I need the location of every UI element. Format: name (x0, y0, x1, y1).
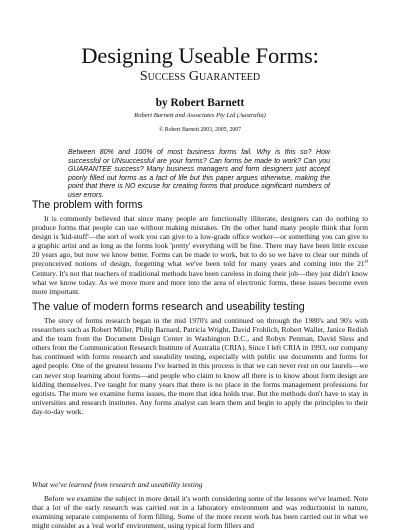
author-organization: Robert Barnett and Associates Pty Ltd (Australia) (134, 112, 266, 119)
paper-title: Designing Useable Forms: (81, 43, 319, 68)
abstract: Between 80% and 100% of most business forms fail. Why is this so? How successful or UNsuccessful are your forms? Can forms be made to work? Can you GUARANTEE success? Many business managers and form designers just accept poorly filled out forms as a fact of life but this paper argues otherwise, making the point that there is NO excuse for creating forms that produce significant numbers of user errors. (68, 149, 330, 199)
copyright-notice: © Robert Barnett 2003, 2005, 2007 (158, 127, 242, 133)
section-heading-problem: The problem with forms (32, 199, 143, 211)
paragraph-text-part-b: Century. It's not that teachers of traditional methods have been careless in doing their job—they just didn't know what we know today. As we move more and more into the area of electronic forms, these issues become even more important. (32, 268, 368, 296)
author-line: by Robert Barnett (155, 97, 245, 109)
subsection-heading: What we've learned from research and useability testing (32, 480, 203, 489)
section-heading-research: The value of modern forms research and useability testing (32, 301, 305, 313)
section-paragraph-problem (32, 214, 368, 296)
section-paragraph-research: The story of forms research began in the mid 1970's and continued on through the 1980's and 90's with researchers such as Robert Miller, Philip Barnard, Patricia Wright, David Frohlich, Robert Waller, Janice Redish and the team from the Document Design Center in Washington D.C., and Robyn Penman, David Sless and others from the Communication Research Institute of Australia (CRIA). Since I left CRIA in 1993, our company has continued with forms research and useability testing, especially with public use documents and forms for aged people. One of the greatest lessons I've learned in this process is that we can never rest on our laurels—we can never stop learning about forms—and people who claim to know all there is to know about form design are kidding themselves. I've taught for many years that there is no place in the forms management professions for egotists. The more we examine forms issues, the more that idea holds true. But the methods don't have to stay in universities and research institutes. Any forms analyst can learn them and begin to apply the principles to their day-to-day work. (32, 316, 368, 416)
paper-subtitle: Success Guaranteed (139, 69, 261, 84)
superscript-st: st (364, 259, 368, 265)
paragraph-text-part-a: It is commonly believed that since many people are functionally illiterate, designers can do nothing to produce forms that people can use without making mistakes. On the other hand many people think that form design is 'kid-stuff'—the sort of work you can give to a low-grade office worker—or something you can give to a graphic artist and as long as the forms look 'pretty' everything will be fine. There may have been little excuse 20 years ago, but now we know better. Forms can be made to work, but to do so we have to clear our minds of preconceived notions of design, forgetting what we've been told for many years and coming into the 21 (32, 214, 368, 269)
subsection-paragraph: Before we examine the subject in more detail it's worth considering some of the lessons we've learned. Note that a lot of the early research was carried out in a laboratory environment and was reductionist in nature, examining separate components of form filling. Some of the more recent work has been carried out in what we might consider as a 'real world' environment, using typical form fillers and (32, 494, 368, 530)
